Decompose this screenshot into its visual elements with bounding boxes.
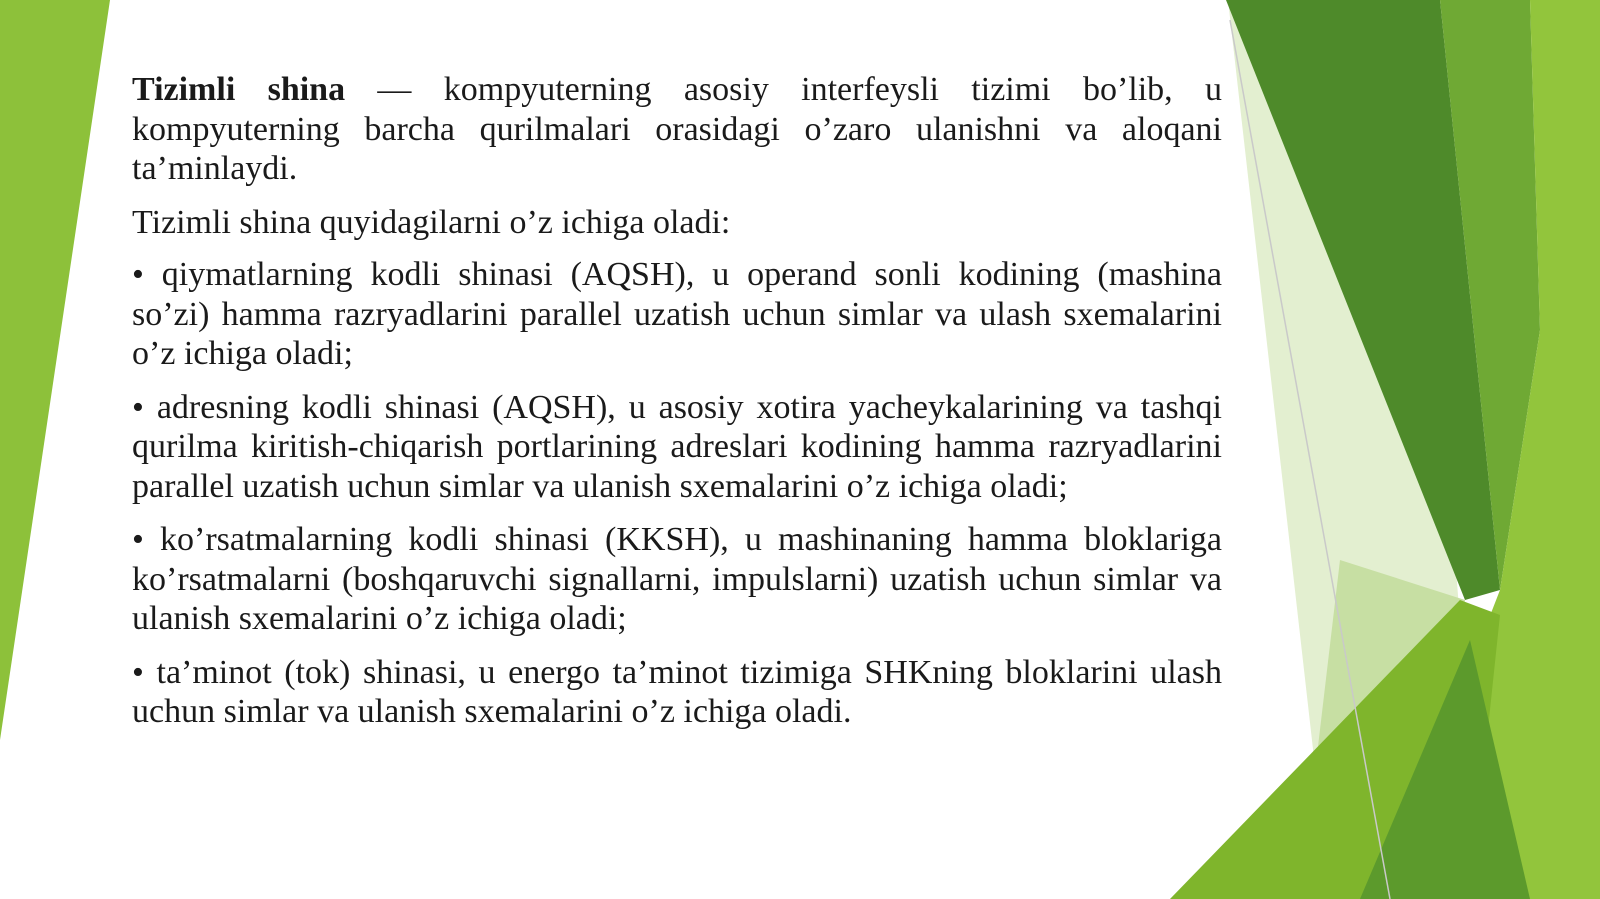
bullet-item: • ta’minot (tok) shinasi, u energo ta’minot tizimiga SHKning bloklarini ulash uchun simlar va ulanish sxemalarini o’z ichiga oladi. bbox=[132, 653, 1222, 730]
intro-paragraph bbox=[132, 70, 1222, 189]
left-green-stripe bbox=[0, 0, 110, 740]
slide-body bbox=[132, 70, 1222, 746]
term-heading: Tizimli shina bbox=[132, 71, 346, 108]
bullet-item: • qiymatlarning kodli shinasi (AQSH), u operand sonli kodining (mashina so’zi) hamma razryadlarini parallel uzatish uchun simlar va ulash sxemalarini o’z ichiga oladi; bbox=[132, 256, 1222, 372]
intro-text: — kompyuterning asosiy interfeysli tizimi bo’lib, u kompyuterning barcha qurilmalari orasidagi o’zaro ulanishni va aloqani ta’minlaydi. bbox=[132, 71, 1222, 187]
bullet-item: • adresning kodli shinasi (AQSH), u asosiy xotira yacheykalarining va tashqi qurilma kiritish-chiqarish portlarining adreslari kodining hamma razryadlarini parallel uzatish uchun simlar va ulanish sxemalarini o’z ichiga oladi; bbox=[132, 388, 1222, 505]
bullet-item: • ko’rsatmalarning kodli shinasi (KKSH), u mashinaning hamma bloklariga ko’rsatmalarni (boshqaruvchi signallarni, impulslarni) uzatish uchun simlar va ulanish sxemalarini o’z ichiga oladi; bbox=[132, 521, 1222, 637]
lead-paragraph: Tizimli shina quyidagilarni o’z ichiga oladi: bbox=[132, 203, 731, 241]
